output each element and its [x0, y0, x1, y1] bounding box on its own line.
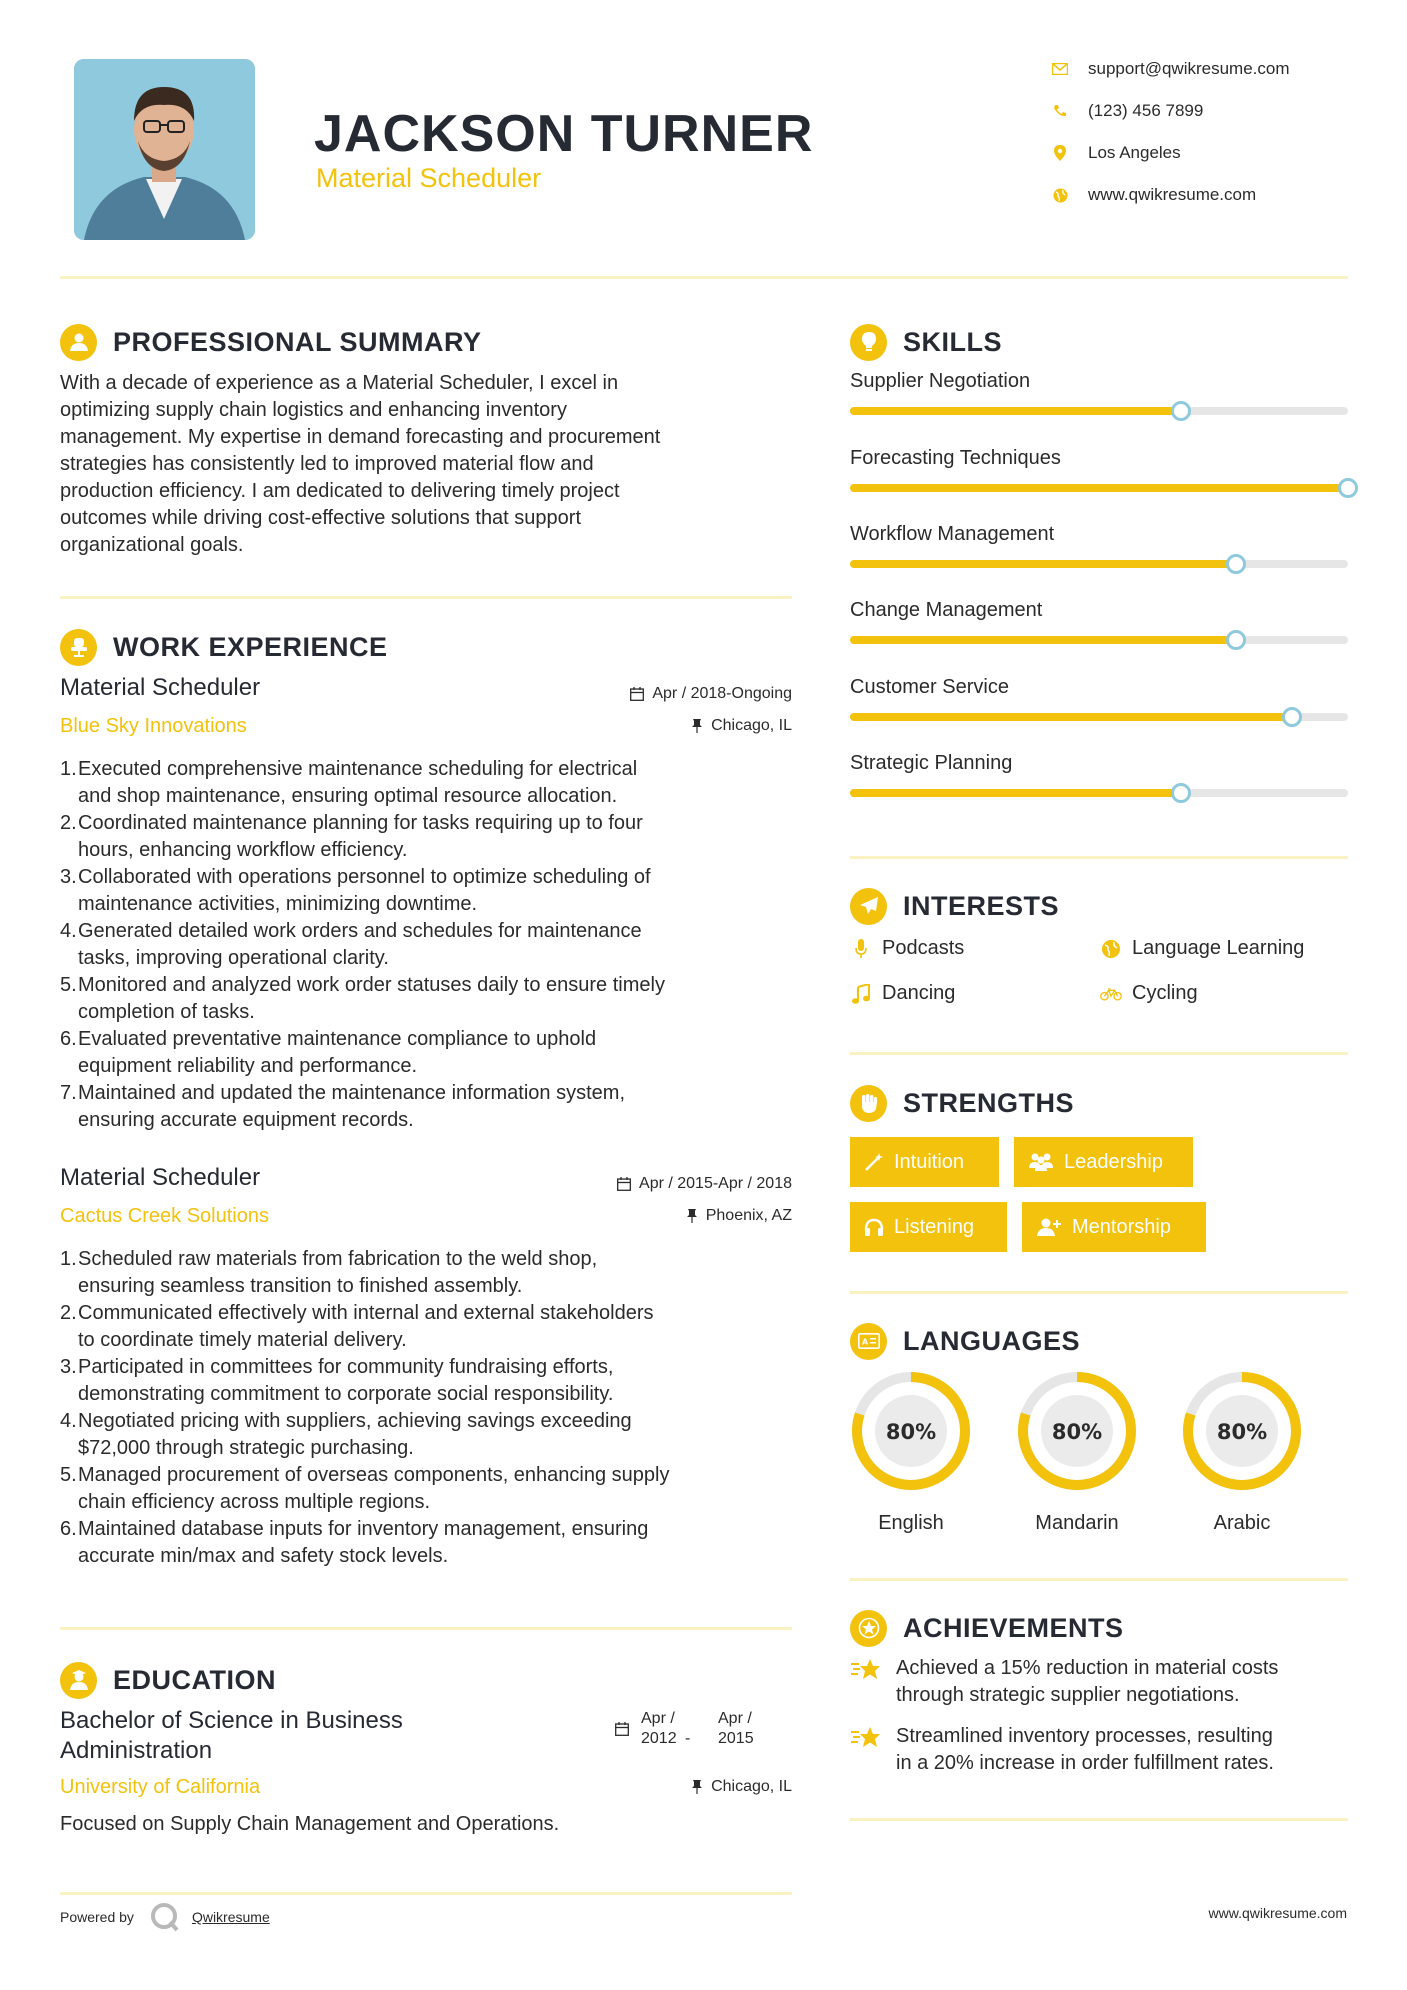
skill-label: Strategic Planning: [850, 752, 1013, 774]
skills-divider: [850, 856, 1348, 859]
language-name: Mandarin: [1035, 1512, 1119, 1534]
education-dates: [615, 1709, 792, 1749]
users-icon: [1028, 1152, 1054, 1172]
qwikresume-logo-icon: [150, 1902, 180, 1932]
duty-item: 2. Communicated effectively with internal and external stakeholders to coordinate timely material delivery.: [60, 1302, 654, 1351]
microphone-icon: [850, 938, 872, 960]
candidate-job-title: Material Scheduler: [316, 163, 542, 193]
degree: [60, 1706, 403, 1766]
skill-label: Forecasting Techniques: [850, 447, 1061, 469]
skill-slider-knob[interactable]: [1171, 401, 1191, 421]
duty-item: 3. Participated in committees for community fundraising efforts, demonstrating commitment to corporate social responsibility.: [60, 1356, 614, 1405]
job-dates: [630, 685, 792, 703]
magic-wand-icon: [864, 1152, 884, 1172]
language-percent: 80%: [1051, 1420, 1103, 1444]
svg-text:A: A: [861, 1337, 868, 1347]
skill-item: [850, 447, 1348, 470]
strength-label: Listening: [894, 1215, 975, 1238]
strength-label: Intuition: [894, 1150, 965, 1173]
job-title: Material Scheduler: [60, 1164, 261, 1191]
languages-heading: [850, 1321, 1080, 1361]
achievement-text: Achieved a 15% reduction in material costs through strategic supplier negotiations.: [896, 1657, 1279, 1706]
fist-icon: [850, 1085, 887, 1122]
education-entry: [60, 1706, 792, 1846]
powered-by-label: Powered by: [60, 1909, 134, 1925]
summary-line: production efficiency. I am dedicated to delivering timely project: [60, 480, 620, 502]
duty-item: 7. Maintained and updated the maintenance information system, ensuring accurate equipment records.: [60, 1082, 626, 1131]
summary-line: strategies has consistently led to improved material flow and: [60, 453, 594, 475]
language-card-icon: [850, 1323, 887, 1360]
experience-title: WORK EXPERIENCE: [113, 631, 388, 662]
interest-item: [850, 937, 964, 960]
job-dates-text: Apr / 2015-Apr / 2018: [639, 1175, 792, 1192]
contact-location-text: Los Angeles: [1088, 143, 1181, 162]
job-location-text: Phoenix, AZ: [705, 1207, 792, 1224]
strength-label: Leadership: [1064, 1150, 1163, 1173]
education-divider: [60, 1892, 792, 1895]
chair-icon: [60, 629, 97, 666]
contact-website[interactable]: [1050, 182, 1256, 208]
language-percent: 80%: [1216, 1420, 1268, 1444]
company-name: Blue Sky Innovations: [60, 715, 247, 737]
strengths-title: STRENGTHS: [903, 1087, 1075, 1118]
duty-item: 4. Generated detailed work orders and schedules for maintenance tasks, improving operational clarity.: [60, 920, 642, 969]
skill-track: [850, 484, 1348, 492]
skill-item: [850, 523, 1348, 546]
job-location: [686, 1207, 792, 1225]
job-entry-2: [60, 1162, 792, 1582]
skills-title: SKILLS: [903, 326, 1003, 357]
duty-item: 1. Scheduled raw materials from fabrication to the weld shop, ensuring seamless transition to finished assembly.: [60, 1248, 598, 1297]
language-progress-ring: [850, 1370, 972, 1492]
duty-item: 1. Executed comprehensive maintenance scheduling for electrical and shop maintenance, ensuring optimal resource allocation.: [60, 758, 638, 807]
skill-label: Customer Service: [850, 676, 1009, 698]
skill-slider-knob[interactable]: [1338, 478, 1358, 498]
duty-item: 5. Managed procurement of overseas components, enhancing supply chain efficiency across multiple regions.: [60, 1464, 670, 1513]
skill-slider-knob[interactable]: [1226, 630, 1246, 650]
school-name: University of California: [60, 1776, 261, 1798]
pushpin-icon: [686, 1209, 698, 1223]
interests-title: INTERESTS: [903, 890, 1060, 921]
envelope-icon: [1050, 59, 1070, 79]
duty-list: [60, 1246, 792, 1570]
footer-website[interactable]: www.qwikresume.com: [1208, 1905, 1347, 1921]
skill-fill: [850, 484, 1348, 492]
skill-item: [850, 752, 1348, 775]
date-separator: -: [685, 1730, 691, 1747]
shooting-star-icon: [850, 1655, 882, 1682]
education-description: Focused on Supply Chain Management and Operations.: [60, 1813, 560, 1835]
languages-divider: [850, 1578, 1348, 1581]
header-divider: [60, 276, 1348, 279]
duty-item: 3. Collaborated with operations personnel to optimize scheduling of maintenance activities, minimizing downtime.: [60, 866, 651, 915]
duty-list: [60, 756, 792, 1134]
skill-track: [850, 560, 1348, 568]
calendar-icon: [615, 1722, 629, 1736]
user-icon: [60, 324, 97, 361]
skill-track: [850, 407, 1348, 415]
profile-photo: [74, 59, 255, 240]
education-location: [691, 1778, 792, 1796]
achievement-item: [850, 1723, 1350, 1777]
company-name: Cactus Creek Solutions: [60, 1205, 269, 1227]
job-dates: [617, 1175, 792, 1193]
languages-title: LANGUAGES: [903, 1325, 1081, 1356]
summary-divider: [60, 596, 792, 599]
skill-track: [850, 636, 1348, 644]
skill-item: [850, 599, 1348, 622]
bicycle-icon: [1100, 983, 1122, 1005]
graduate-icon: [60, 1662, 97, 1699]
degree-line: Bachelor of Science in Business: [60, 1707, 403, 1734]
interest-item: [1100, 982, 1198, 1005]
star-badge-icon: [850, 1610, 887, 1647]
job-entry-1: [60, 672, 792, 1132]
contact-phone[interactable]: [1050, 98, 1203, 124]
pushpin-icon: [691, 719, 703, 733]
globe-icon: [1050, 185, 1070, 205]
skill-fill: [850, 713, 1292, 721]
summary-line: optimizing supply chain logistics and enhancing inventory: [60, 399, 567, 421]
contact-location: [1050, 140, 1181, 166]
language-name: Arabic: [1213, 1512, 1271, 1534]
strength-tag: [1014, 1137, 1193, 1187]
skill-fill: [850, 560, 1236, 568]
achievements-divider: [850, 1818, 1348, 1821]
paper-plane-icon: [850, 888, 887, 925]
strength-tag: [1022, 1202, 1206, 1252]
summary-title: PROFESSIONAL SUMMARY: [113, 326, 482, 357]
education-start: Apr / 2012: [641, 1710, 677, 1747]
summary-line: With a decade of experience as a Material Scheduler, I excel in: [60, 372, 619, 394]
lightbulb-icon: [850, 324, 887, 361]
candidate-name: JACKSON TURNER: [314, 105, 814, 163]
interest-label: Language Learning: [1132, 937, 1305, 959]
contact-email[interactable]: [1050, 56, 1290, 82]
pushpin-icon: [691, 1780, 703, 1794]
qwikresume-link[interactable]: Qwikresume: [191, 1909, 270, 1925]
summary-line: outcomes while driving cost-effective solutions that support: [60, 507, 582, 529]
education-heading: [60, 1660, 276, 1700]
skill-label: Supplier Negotiation: [850, 370, 1031, 392]
education-title: EDUCATION: [113, 1664, 276, 1695]
language-name: English: [878, 1512, 944, 1534]
strengths-divider: [850, 1291, 1348, 1294]
language-item: [1181, 1370, 1303, 1535]
interests-heading: [850, 886, 1059, 926]
interests-divider: [850, 1052, 1348, 1055]
skill-fill: [850, 636, 1236, 644]
summary-line: management. My expertise in demand forecasting and procurement: [60, 426, 661, 448]
skill-slider-knob[interactable]: [1171, 783, 1191, 803]
skill-item: [850, 370, 1348, 393]
skills-heading: [850, 322, 1002, 362]
skill-track: [850, 713, 1348, 721]
interest-label: Cycling: [1132, 982, 1198, 1004]
achievement-item: [850, 1655, 1350, 1709]
calendar-icon: [630, 687, 644, 701]
skill-label: Change Management: [850, 599, 1043, 621]
experience-heading: [60, 627, 388, 667]
strength-tag: [850, 1202, 1007, 1252]
contact-phone-text: (123) 456 7899: [1088, 101, 1204, 120]
language-item: [1016, 1370, 1138, 1535]
globe-icon: [1100, 938, 1122, 960]
skill-item: [850, 676, 1348, 699]
language-progress-ring: [1016, 1370, 1138, 1492]
interest-label: Dancing: [882, 982, 956, 1004]
language-percent: 80%: [885, 1420, 937, 1444]
strength-label: Mentorship: [1072, 1215, 1171, 1238]
duty-item: 4. Negotiated pricing with suppliers, achieving savings exceeding $72,000 through strategic purchasing.: [60, 1410, 632, 1459]
achievements-title: ACHIEVEMENTS: [903, 1612, 1124, 1643]
calendar-icon: [617, 1177, 631, 1191]
job-location: [691, 717, 792, 735]
duty-item: 6. Evaluated preventative maintenance compliance to uphold equipment reliability and performance.: [60, 1028, 597, 1077]
skill-track: [850, 789, 1348, 797]
language-item: [850, 1370, 972, 1535]
shooting-star-icon: [850, 1723, 882, 1750]
skill-slider-knob[interactable]: [1226, 554, 1246, 574]
job-location-text: Chicago, IL: [711, 717, 792, 734]
contact-email-text: support@qwikresume.com: [1088, 59, 1290, 78]
skill-label: Workflow Management: [850, 523, 1055, 545]
language-progress-ring: [1181, 1370, 1303, 1492]
music-note-icon: [850, 983, 872, 1005]
skill-fill: [850, 789, 1181, 797]
job-dates-text: Apr / 2018-Ongoing: [652, 685, 792, 702]
education-location-text: Chicago, IL: [711, 1778, 792, 1795]
footer-powered-by: [60, 1902, 270, 1932]
experience-divider: [60, 1627, 792, 1630]
summary-line: organizational goals.: [60, 534, 244, 556]
summary-text: [60, 370, 800, 559]
strength-tag: [850, 1137, 999, 1187]
education-end: Apr / 2015: [718, 1710, 754, 1747]
achievements-heading: [850, 1608, 1124, 1648]
user-plus-icon: [1036, 1217, 1062, 1237]
phone-icon: [1050, 101, 1070, 121]
map-pin-icon: [1050, 143, 1070, 163]
contact-website-text: www.qwikresume.com: [1088, 185, 1257, 204]
interest-item: [850, 982, 955, 1005]
degree-line: Administration: [60, 1737, 213, 1764]
skill-fill: [850, 407, 1181, 415]
summary-heading: [60, 322, 482, 362]
duty-item: 5. Monitored and analyzed work order statuses daily to ensure timely completion of tasks.: [60, 974, 665, 1023]
headphones-icon: [864, 1218, 884, 1236]
strengths-heading: [850, 1083, 1074, 1123]
duty-item: 6. Maintained database inputs for inventory management, ensuring accurate min/max and safety stock levels.: [60, 1518, 649, 1567]
job-title: Material Scheduler: [60, 674, 261, 701]
duty-item: 2. Coordinated maintenance planning for tasks requiring up to four hours, enhancing workflow efficiency.: [60, 812, 643, 861]
skill-slider-knob[interactable]: [1282, 707, 1302, 727]
interest-label: Podcasts: [882, 937, 965, 959]
achievement-text: Streamlined inventory processes, resulting in a 20% increase in order fulfillment rates.: [896, 1725, 1274, 1774]
interest-item: [1100, 937, 1304, 960]
